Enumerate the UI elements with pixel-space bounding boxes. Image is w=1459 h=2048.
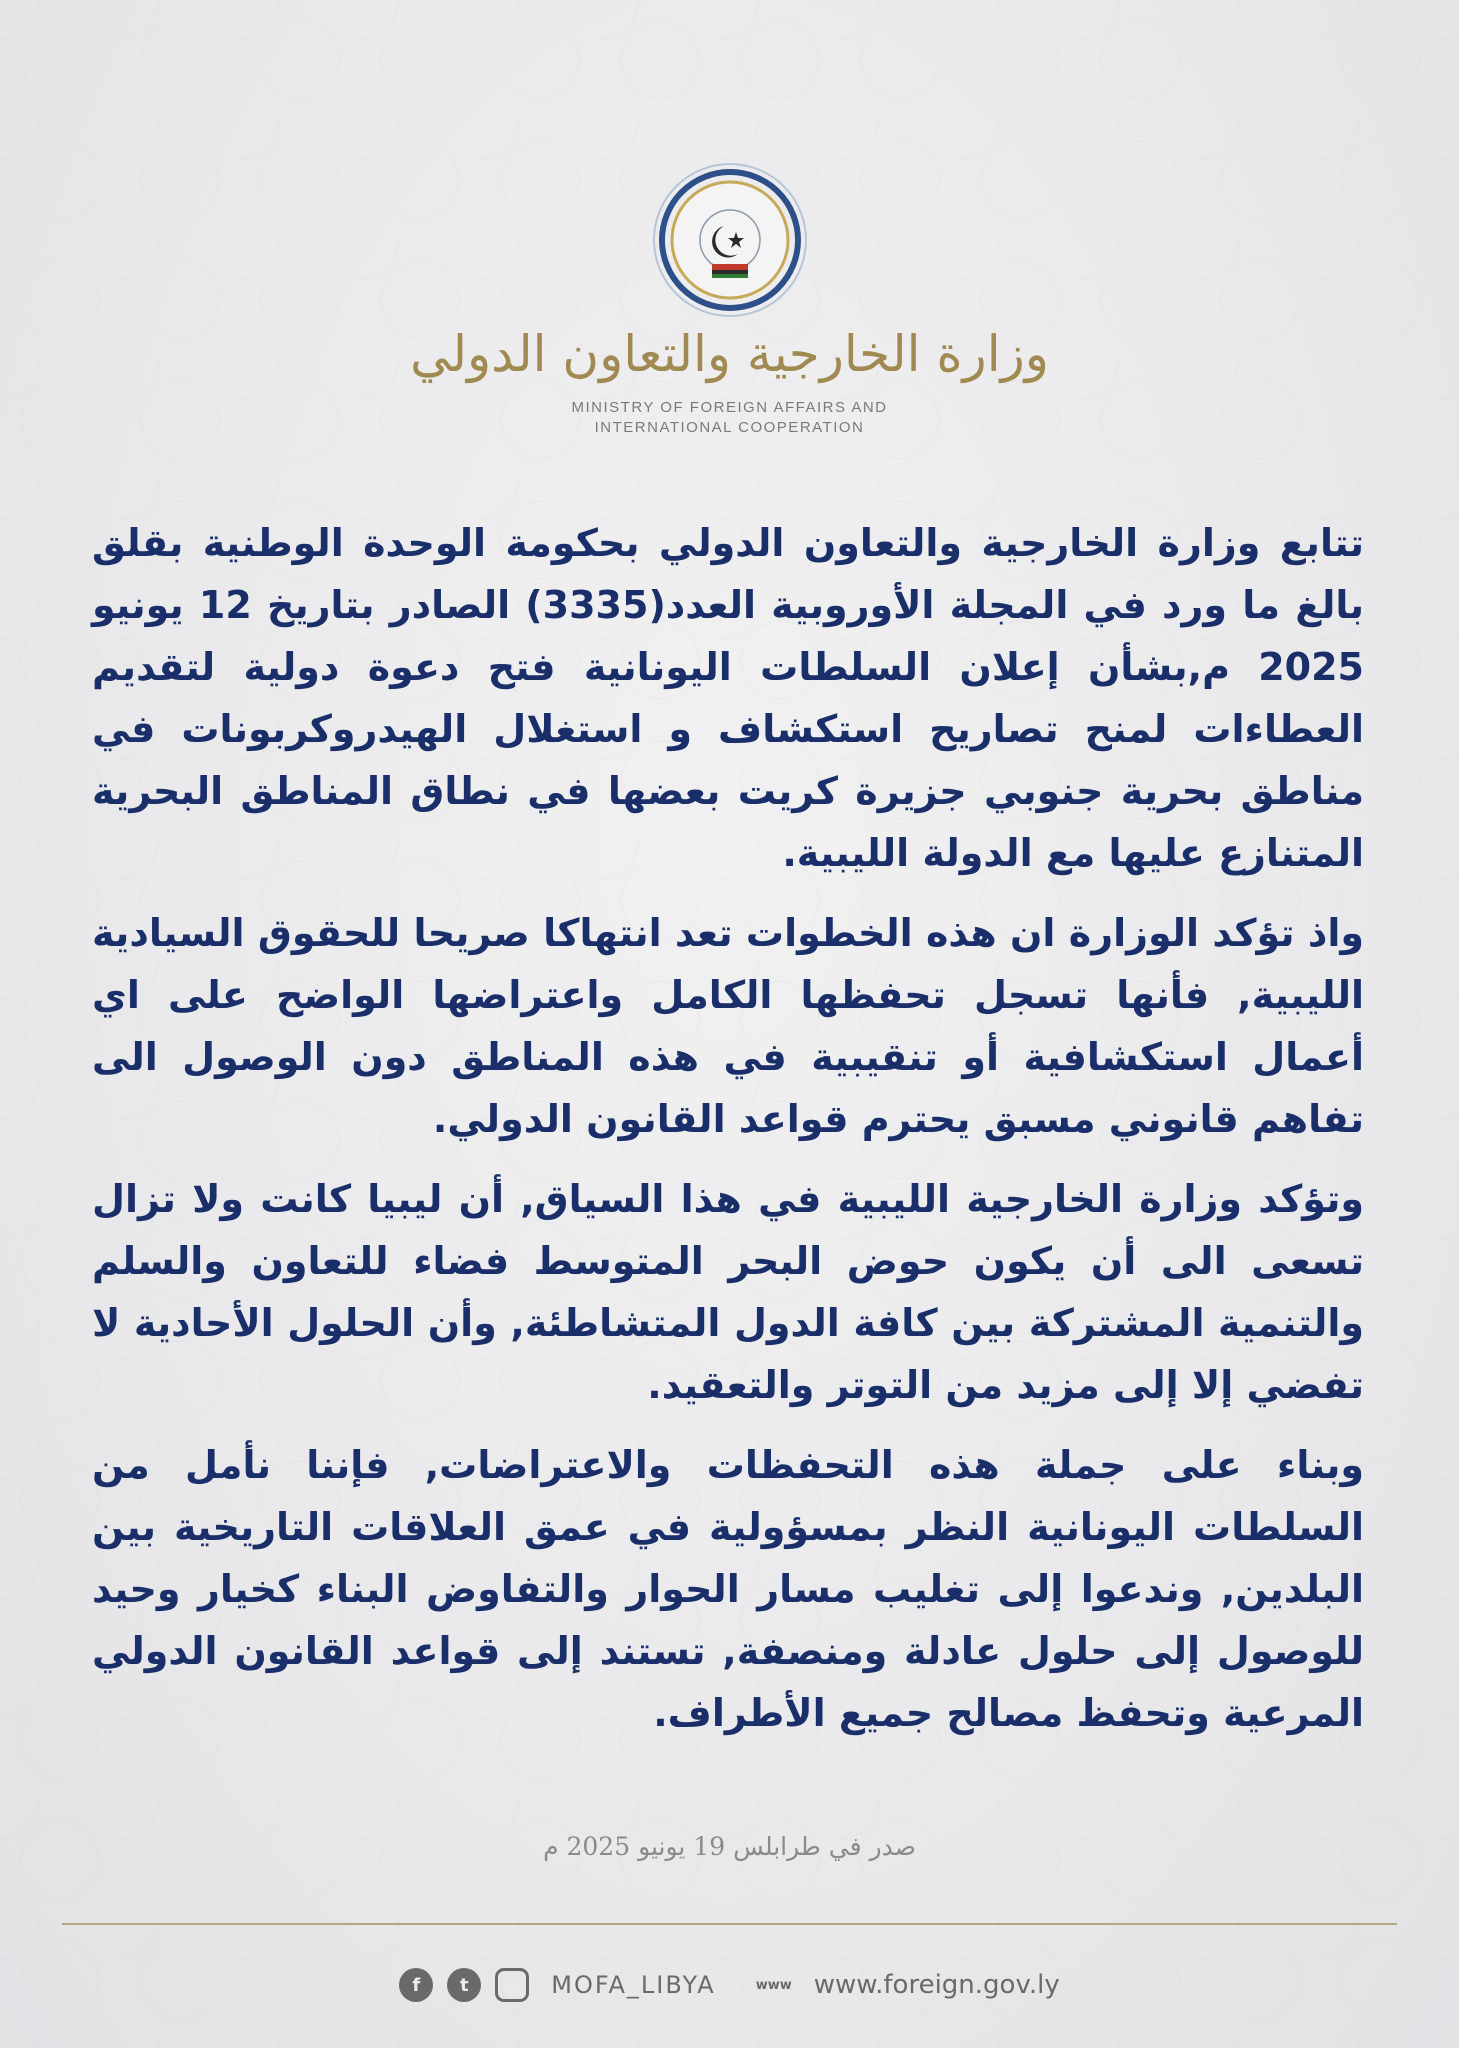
ministry-name-english	[0, 398, 1459, 438]
facebook-icon[interactable]: f	[399, 1968, 433, 2002]
footer-divider	[62, 1923, 1397, 1925]
issued-date: صدر في طرابلس 19 يونيو 2025 م	[543, 1832, 916, 1861]
ministry-name-arabic: وزارة الخارجية والتعاون الدولي	[410, 325, 1049, 383]
twitter-icon[interactable]: t	[447, 1968, 481, 2002]
paragraph-4: وبناء على جملة هذه التحفظات والاعتراضات, فإننا نأمل من السلطات اليونانية النظر بمسؤولية في عمق العلاقات التاريخية بين البلدين, وندعوا إلى تغليب مسار الحوار والتفاوض البناء كخيار وحيد للوصول إلى حلول عادلة ومنصفة, تستند إلى قواعد القانون الدولي المرعية وتحفظ مصالح جميع الأطراف.	[92, 1443, 1364, 1735]
paragraph-3: وتؤكد وزارة الخارجية الليبية في هذا السياق, أن ليبيا كانت ولا تزال تسعى الى أن يكون حوض البحر المتوسط فضاء للتعاون والسلم والتنمية المشتركة بين كافة الدول المتشاطئة, وأن الحلول الأحادية لا تفضي إلا إلى مزيد من التوتر والتعقيد.	[92, 1177, 1364, 1407]
footer	[0, 1960, 1459, 2010]
ministry-emblem-seal	[650, 160, 810, 320]
statement-body	[92, 512, 1364, 1762]
paragraph-2: واذ تؤكد الوزارة ان هذه الخطوات تعد انتهاكا صريحا للحقوق السيادية الليبية, فأنها تسجل تحفظها الكامل واعتراضها الواضح على اي أعمال استكشافية أو تنقيبية في هذه المناطق دون الوصول الى تفاهم قانوني مسبق يحترم قواعد القانون الدولي.	[92, 911, 1364, 1141]
paragraph-1: تتابع وزارة الخارجية والتعاون الدولي بحكومة الوحدة الوطنية بقلق بالغ ما ورد في المجلة الأوروبية العدد(3335) الصادر بتاريخ 12 يونيو 2025 م,بشأن إعلان السلطات اليونانية فتح دعوة دولية لتقديم العطاءات لمنح تصاريح استكشاف و استغلال الهيدروكربونات في مناطق بحرية جنوبي جزيرة كريت بعضها في نطاق المناطق البحرية المتنازع عليها مع الدولة الليبية.	[92, 521, 1364, 875]
website-link[interactable]: www.foreign.gov.ly	[813, 1970, 1060, 2000]
ministry-name-english-line1: MINISTRY OF FOREIGN AFFAIRS AND	[571, 399, 888, 416]
instagram-icon[interactable]: ◎	[495, 1968, 529, 2002]
social-handle[interactable]: MOFA_LIBYA	[551, 1971, 716, 1999]
ministry-name-english-line2: INTERNATIONAL COOPERATION	[594, 419, 865, 436]
globe-www-icon: www	[755, 1977, 792, 1993]
